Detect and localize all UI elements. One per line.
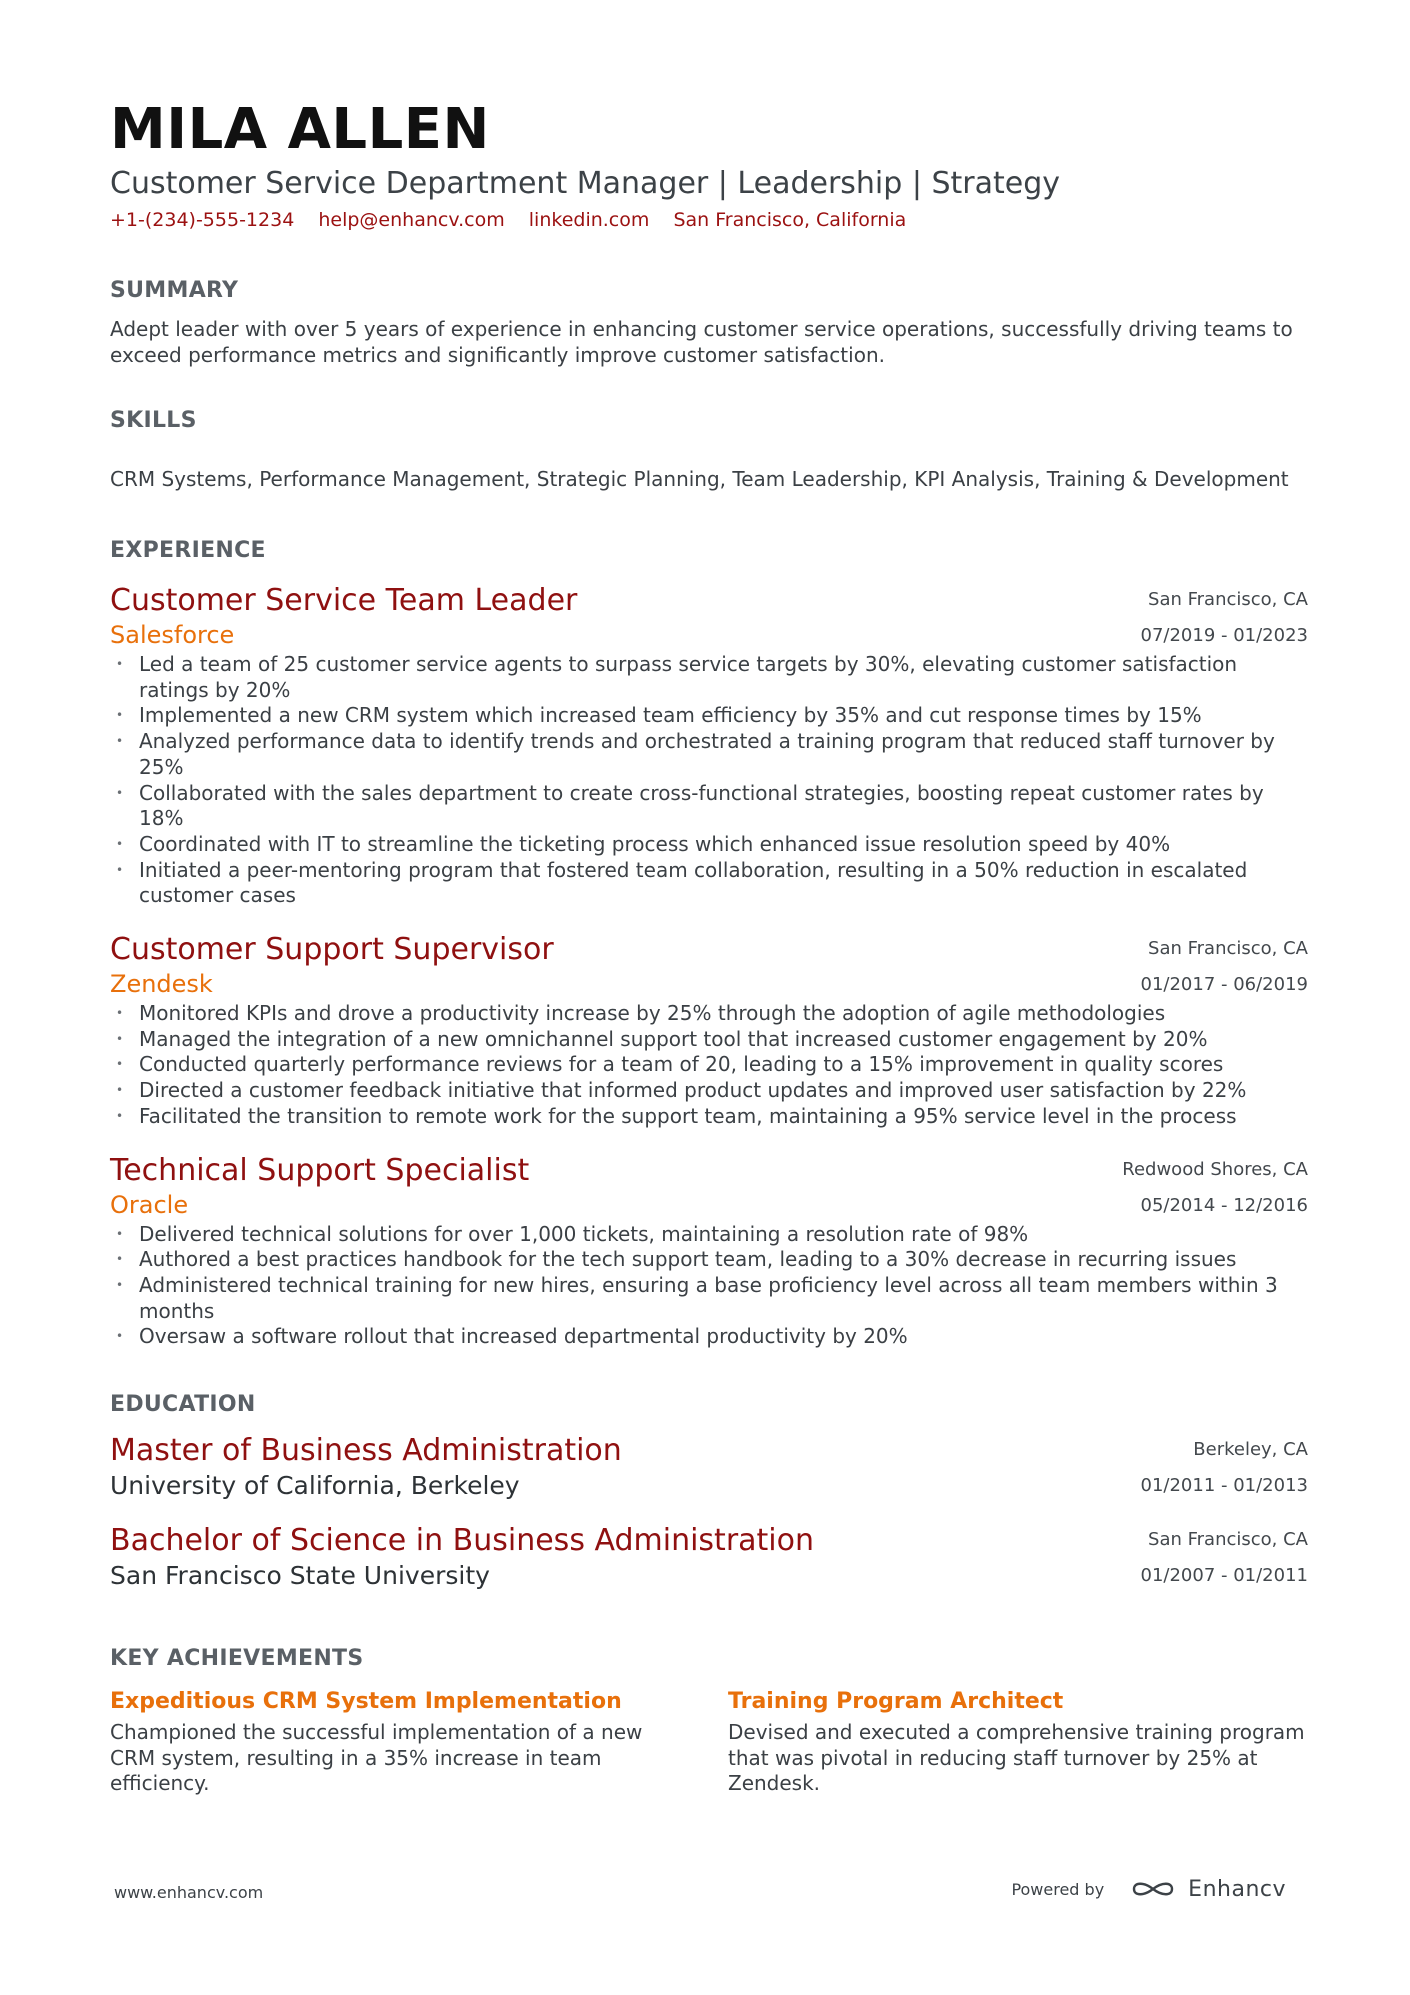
job-title: Technical Support Specialist <box>110 1152 530 1188</box>
school-name: San Francisco State University <box>110 1561 490 1591</box>
job-location: San Francisco, CA <box>1148 589 1308 610</box>
achievements-section <box>110 1644 1308 1797</box>
job-bullets <box>110 652 1308 909</box>
achievement-title: Training Program Architect <box>728 1689 1064 1715</box>
enhancv-infinity-icon <box>1130 1876 1176 1902</box>
job-bullets <box>110 1222 1308 1351</box>
experience-section <box>110 536 1308 1350</box>
education-dates: 01/2011 - 01/2013 <box>1140 1475 1308 1497</box>
bullet-item: • Led a team of 25 customer service agents to surpass service targets by 30%, elevating customer satisfaction ratings by 20% <box>110 652 1308 703</box>
footer-branding <box>1011 1876 1286 1902</box>
achievement-description: Championed the successful implementation of a new CRM system, resulting in a 35% increase in team efficiency. <box>110 1720 643 1796</box>
job-dates: 05/2014 - 12/2016 <box>1140 1194 1308 1216</box>
job-title: Customer Service Team Leader <box>110 583 578 618</box>
company-name: Zendesk <box>110 970 213 999</box>
bullet-item: • Directed a customer feedback initiative that informed product updates and improved user satisfaction by 22% <box>110 1078 1308 1104</box>
candidate-headline: Customer Service Department Manager | Leadership | Strategy <box>110 166 1061 201</box>
contact-email[interactable]: help@enhancv.com <box>318 209 505 231</box>
job-location: San Francisco, CA <box>1148 938 1308 960</box>
education-entry <box>110 1522 1308 1592</box>
brand-name: Enhancv <box>1188 1876 1286 1902</box>
skills-title: SKILLS <box>110 408 197 433</box>
contact-phone: +1-(234)-555-1234 <box>110 209 295 231</box>
education-section <box>110 1390 1308 1592</box>
school-name: University of California, Berkeley <box>110 1471 520 1501</box>
achievement-title: Expeditious CRM System Implementation <box>110 1689 622 1715</box>
summary-section <box>110 276 1308 368</box>
bullet-item: • Administered technical training for new hires, ensuring a base proficiency level across all team members within 3 months <box>110 1273 1308 1324</box>
contact-info <box>110 206 1308 234</box>
bullet-item: • Oversaw a software rollout that increased departmental productivity by 20% <box>110 1324 1308 1350</box>
bullet-item: • Initiated a peer-mentoring program that fostered team collaboration, resulting in a 50% reduction in escalated customer cases <box>110 858 1308 909</box>
bullet-item: • Conducted quarterly performance reviews for a team of 20, leading to a 15% improvement in quality scores <box>110 1052 1308 1078</box>
school-location: Berkeley, CA <box>1193 1439 1308 1461</box>
company-name: Salesforce <box>110 621 235 649</box>
experience-title: EXPERIENCE <box>110 538 266 563</box>
school-location: San Francisco, CA <box>1148 1529 1308 1551</box>
job-title: Customer Support Supervisor <box>110 932 554 968</box>
company-name: Oracle <box>110 1190 189 1219</box>
skills-text: CRM Systems, Performance Management, Strategic Planning, Team Leadership, KPI Analysis, Training & Development <box>110 467 1289 491</box>
resume-header <box>110 96 1308 234</box>
bullet-item: • Authored a best practices handbook for the tech support team, leading to a 30% decrease in recurring issues <box>110 1247 1308 1273</box>
achievement-item <box>728 1686 1308 1797</box>
job-location: Redwood Shores, CA <box>1122 1158 1308 1180</box>
degree-title: Bachelor of Science in Business Administration <box>110 1523 815 1559</box>
bullet-item: • Collaborated with the sales department to create cross-functional strategies, boosting repeat customer rates by 18% <box>110 781 1308 832</box>
education-entry <box>110 1432 1308 1502</box>
footer-website[interactable]: www.enhancv.com <box>114 1883 264 1902</box>
skills-section <box>110 406 1308 492</box>
experience-entry <box>110 1152 1308 1351</box>
candidate-name: MILA ALLEN <box>110 97 490 162</box>
bullet-item: • Analyzed performance data to identify trends and orchestrated a training program that reduced staff turnover by 25% <box>110 729 1308 780</box>
resume-content <box>110 96 1308 1797</box>
contact-location: San Francisco, California <box>673 209 907 231</box>
education-title: EDUCATION <box>110 1392 256 1418</box>
job-dates: 01/2017 - 06/2019 <box>1140 974 1308 996</box>
bullet-item: • Monitored KPIs and drove a productivity increase by 25% through the adoption of agile methodologies <box>110 1001 1308 1027</box>
powered-by-text: Powered by <box>1011 1879 1105 1899</box>
bullet-item: • Facilitated the transition to remote work for the support team, maintaining a 95% service level in the process <box>110 1104 1308 1130</box>
job-bullets <box>110 1001 1308 1130</box>
bullet-item: • Coordinated with IT to streamline the ticketing process which enhanced issue resolution speed by 40% <box>110 832 1308 858</box>
summary-text: Adept leader with over 5 years of experience in enhancing customer service operations, successfully driving teams to exceed performance metrics and significantly improve customer satisfaction. <box>110 317 1293 367</box>
achievements-title: KEY ACHIEVEMENTS <box>110 1646 364 1672</box>
bullet-item: • Implemented a new CRM system which increased team efficiency by 35% and cut response times by 15% <box>110 703 1308 729</box>
job-dates: 07/2019 - 01/2023 <box>1140 625 1308 646</box>
education-dates: 01/2007 - 01/2011 <box>1140 1565 1308 1587</box>
experience-entry <box>110 931 1308 1130</box>
experience-entry <box>110 582 1308 909</box>
achievements-grid <box>110 1686 1308 1797</box>
degree-title: Master of Business Administration <box>110 1433 622 1469</box>
summary-title: SUMMARY <box>110 278 239 303</box>
bullet-item: • Delivered technical solutions for over 1,000 tickets, maintaining a resolution rate of 98% <box>110 1222 1308 1248</box>
achievement-description: Devised and executed a comprehensive training program that was pivotal in reducing staff turnover by 25% at Zendesk. <box>728 1720 1305 1796</box>
contact-linkedin[interactable]: linkedin.com <box>528 209 650 231</box>
achievement-item <box>110 1686 692 1797</box>
bullet-item: • Managed the integration of a new omnichannel support tool that increased customer engagement by 20% <box>110 1027 1308 1053</box>
